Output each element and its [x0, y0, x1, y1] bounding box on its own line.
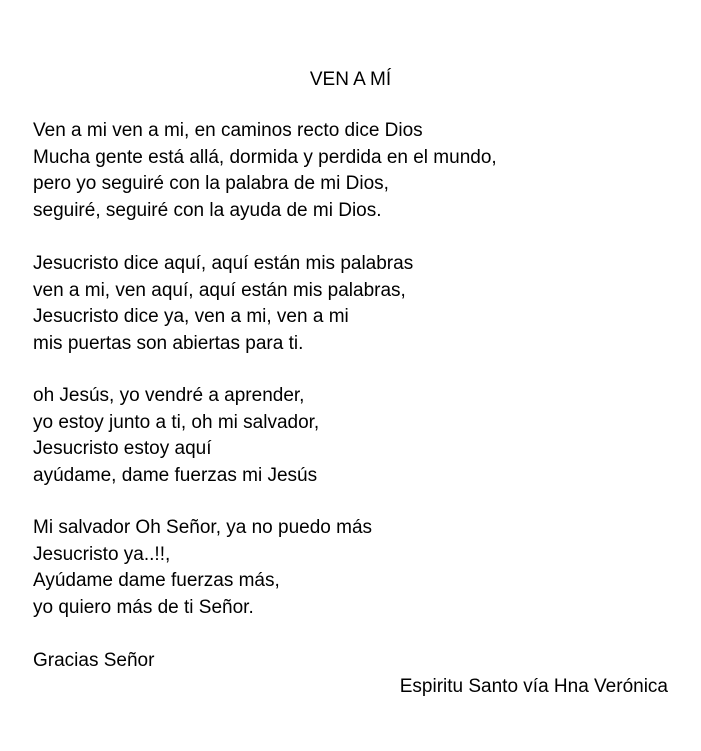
poem-line: Jesucristo dice aquí, aquí están mis palabras [33, 253, 414, 274]
poem-line: pero yo seguiré con la palabra de mi Dios, [33, 173, 389, 194]
poem-line: yo estoy junto a ti, oh mi salvador, [33, 411, 320, 433]
closing-line: Gracias Señor [33, 650, 155, 671]
poem-line: mis puertas son abiertas para ti. [33, 332, 304, 354]
poem-title: VEN A MÍ [309, 69, 392, 90]
stanza-2 [33, 251, 413, 357]
poem-line: seguiré, seguiré con la ayuda de mi Dios. [33, 199, 382, 221]
poem-line: Ayúdame dame fuerzas más, [33, 570, 280, 591]
stanza-1 [33, 118, 497, 224]
signature: Espiritu Santo vía Hna Verónica [399, 676, 668, 697]
poem-line: ven a mi, ven aquí, aquí están mis palabras, [33, 279, 406, 301]
poem-line: Mi salvador Oh Señor, ya no puedo más [33, 517, 373, 538]
poem-line: Jesucristo dice ya, ven a mi, ven a mi [33, 306, 349, 327]
poem-line: ayúdame, dame fuerzas mi Jesús [33, 464, 318, 486]
poem-line: Jesucristo estoy aquí [33, 438, 212, 459]
poem-line: Ven a mi ven a mi, en caminos recto dice Dios [33, 120, 423, 141]
poem-line: Mucha gente está allá, dormida y perdida en el mundo, [33, 146, 497, 168]
stanza-4 [33, 515, 372, 621]
stanza-3 [33, 383, 319, 489]
poem-line: Jesucristo ya..!!, [33, 543, 171, 565]
poem-line: oh Jesús, yo vendré a aprender, [33, 385, 305, 406]
poem-line: yo quiero más de ti Señor. [33, 596, 254, 618]
